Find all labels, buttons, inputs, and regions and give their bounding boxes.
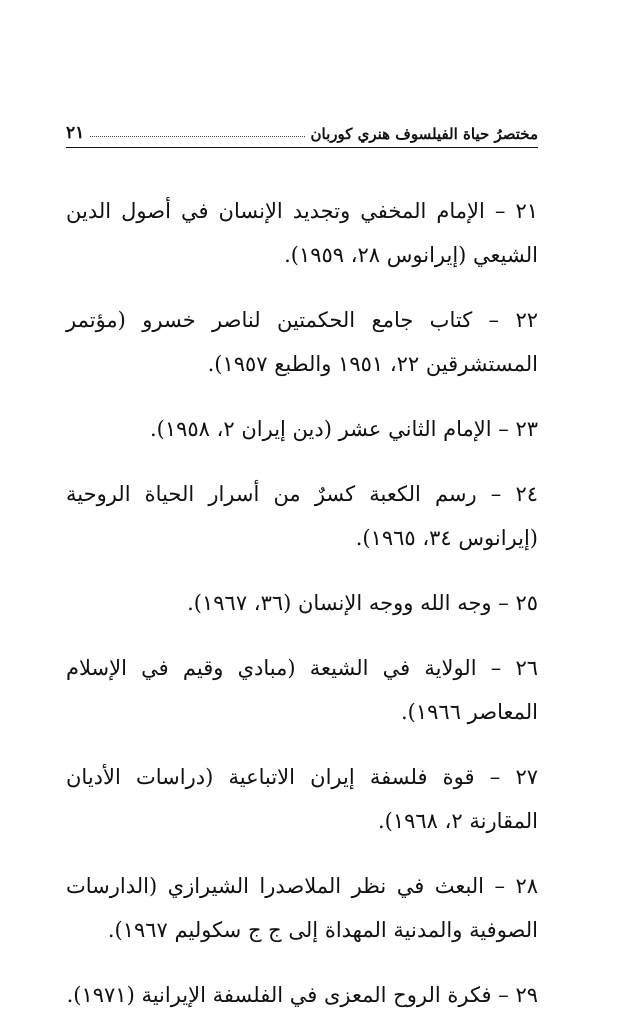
list-item: ٢٤ – رسم الكعبة كسرٌ من أسرار الحياة الروحية (إيرانوس ٣٤، ١٩٦٥).: [66, 482, 538, 550]
bibliography-list: [66, 168, 538, 1023]
list-item: ٢٧ – قوة فلسفة إيران الاتباعية (دراسات الأديان المقارنة ٢، ١٩٦٨).: [66, 765, 538, 833]
list-item: ٢٨ – البعث في نظر الملاصدرا الشيرازي (الدارسات الصوفية والمدنية المهداة إلى ج ج سكوليم ١٩٦٧).: [66, 874, 538, 942]
running-header: [66, 112, 538, 148]
list-item: ٢٩ – فكرة الروح المعزى في الفلسفة الإيرانية (١٩٧١).: [66, 983, 538, 1007]
list-item: ٢٦ – الولاية في الشيعة (مبادي وقيم في الإسلام المعاصر ١٩٦٦).: [66, 656, 538, 724]
list-item: ٢١ – الإمام المخفي وتجديد الإنسان في أصول الدين الشيعي (إيرانوس ٢٨، ١٩٥٩).: [66, 199, 538, 267]
list-item: ٢٣ – الإمام الثاني عشر (دين إيران ٢، ١٩٥٨).: [149, 417, 538, 441]
list-item: ٢٥ – وجه الله ووجه الإنسان (٣٦، ١٩٦٧).: [187, 591, 538, 615]
list-item: ٢٢ – كتاب جامع الحكمتين لناصر خسرو (مؤتمر المستشرقين ٢٢، ١٩٥١ والطبع ١٩٥٧).: [66, 308, 538, 376]
book-title: مختصرُ حياة الفيلسوف هنري كوربان: [310, 125, 538, 143]
dotted-leader: [90, 135, 304, 137]
page-number: ٢١: [66, 123, 85, 143]
